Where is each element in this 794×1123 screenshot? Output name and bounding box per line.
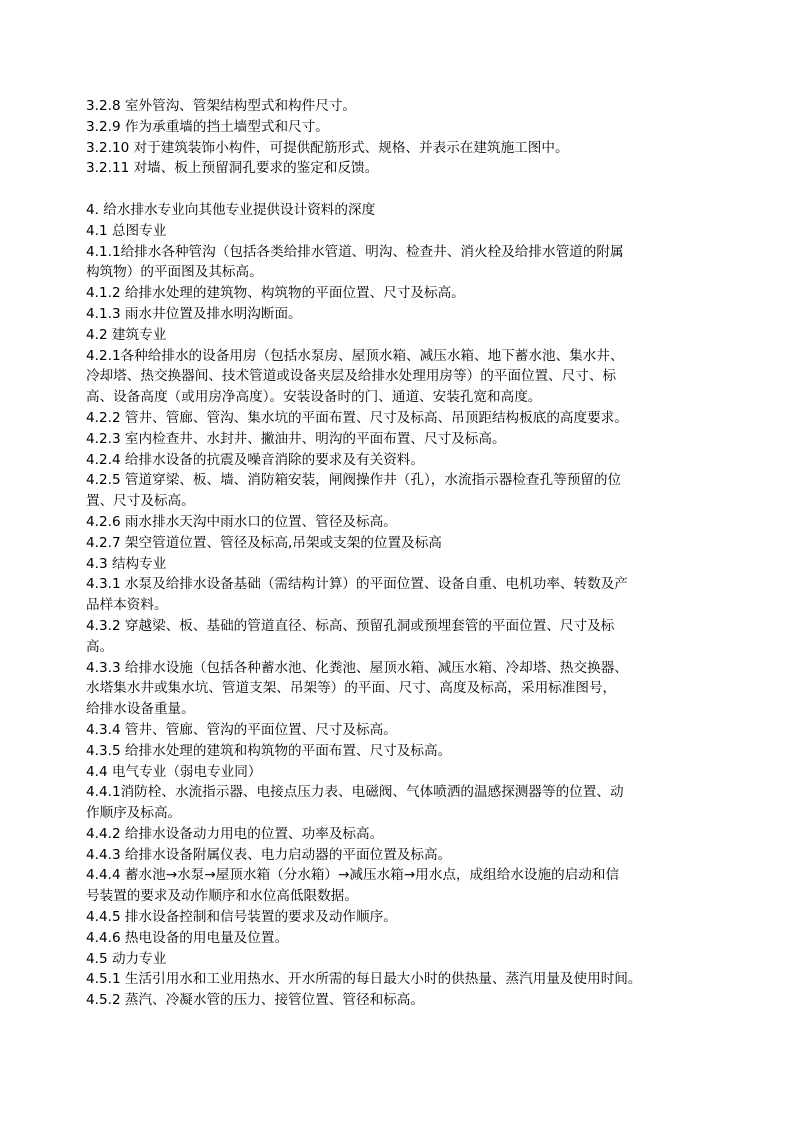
text-line: 4.1.1给排水各种管沟（包括各类给排水管道、明沟、检查井、消火栓及给排水管道的附属: [86, 243, 624, 260]
text-line: 4.3.1 水泵及给排水设备基础（需结构计算）的平面位置、设备自重、电机功率、转数及产: [86, 576, 628, 593]
text-line: 高。: [86, 638, 114, 655]
text-line: 4.2 建筑专业: [86, 326, 167, 343]
text-line: 品样本资料。: [86, 597, 168, 614]
text-line: 4.4.5 排水设备控制和信号装置的要求及动作顺序。: [86, 909, 397, 926]
text-line: 4.2.7 架空管道位置、管径及标高,吊架或支架的位置及标高: [86, 534, 442, 551]
text-line: 4. 给水排水专业向其他专业提供设计资料的深度: [86, 201, 376, 218]
text-line: 3.2.9 作为承重墙的挡土墙型式和尺寸。: [86, 118, 329, 135]
text-line: 4.3 结构专业: [86, 555, 167, 572]
text-line: 4.3.2 穿越梁、板、基础的管道直径、标高、预留孔洞或预埋套管的平面位置、尺寸及标: [86, 617, 615, 634]
text-line: 4.2.3 室内检查井、水封井、撇油井、明沟的平面布置、尺寸及标高。: [86, 430, 506, 447]
text-line: 4.2.5 管道穿梁、板、墙、消防箱安装，闸阀操作井（孔），水流指示器检查孔等预留的位: [86, 472, 622, 489]
text-line: 4.3.3 给排水设施（包括各种蓄水池、化粪池、屋顶水箱、减压水箱、冷却塔、热交换器、: [86, 659, 628, 676]
text-line: 给排水设备重量。: [86, 701, 195, 718]
text-line: 4.2.4 给排水设备的抗震及噪音消除的要求及有关资料。: [86, 451, 424, 468]
text-line: 4.1.3 雨水井位置及排水明沟断面。: [86, 305, 302, 322]
text-line: 4.3.5 给排水处理的建筑和构筑物的平面布置、尺寸及标高。: [86, 742, 452, 759]
text-line: 4.3.4 管井、管廊、管沟的平面位置、尺寸及标高。: [86, 721, 397, 738]
text-line: 作顺序及标高。: [86, 805, 182, 822]
text-line: 4.4 电气专业（弱电专业同）: [86, 763, 262, 780]
text-line: 4.4.4 蓄水池→水泵→屋顶水箱（分水箱）→减压水箱→用水点，成组给水设施的启动和信: [86, 867, 620, 884]
text-line: 冷却塔、热交换器间、技术管道或设备夹层及给排水处理用房等）的平面位置、尺寸、标: [86, 368, 617, 385]
text-line: 高、设备高度（或用房净高度）。安装设备时的门、通道、安装孔宽和高度。: [86, 389, 542, 406]
document-page: [86, 96, 718, 1011]
text-line: 3.2.11 对墙、板上预留洞孔要求的鉴定和反馈。: [86, 160, 379, 177]
text-line: 号装置的要求及动作顺序和水位高低限数据。: [86, 888, 358, 905]
text-line: 3.2.10 对于建筑装饰小构件，可提供配筋形式、规格、并表示在建筑施工图中。: [86, 139, 569, 156]
text-line: 4.1.2 给排水处理的建筑物、构筑物的平面位置、尺寸及标高。: [86, 285, 465, 302]
text-line: 4.2.2 管井、管廊、管沟、集水坑的平面布置、尺寸及标高、吊顶距结构板底的高度要求。: [86, 409, 628, 426]
text-line: 置、尺寸及标高。: [86, 493, 195, 510]
text-line: 4.4.6 热电设备的用电量及位置。: [86, 929, 289, 946]
text-line: 4.4.2 给排水设备动力用电的位置、功率及标高。: [86, 825, 384, 842]
text-line: 3.2.8 室外管沟、管架结构型式和构件尺寸。: [86, 98, 357, 114]
text-line: 4.4.1消防栓、水流指示器、电接点压力表、电磁阀、气体喷洒的温感探测器等的位置、动: [86, 784, 624, 801]
text-line: 4.1 总图专业: [86, 222, 167, 239]
text-line: 4.2.1各种给排水的设备用房（包括水泵房、屋顶水箱、减压水箱、地下蓄水池、集水井、: [86, 347, 624, 364]
text-line: 4.5.1 生活引用水和工业用热水、开水所需的每日最大小时的供热量、蒸汽用量及使用时间。: [86, 971, 642, 988]
text-line: 构筑物）的平面图及其标高。: [86, 264, 263, 281]
text-line: 水塔集水井或集水坑、管道支架、吊架等）的平面、尺寸、高度及标高，采用标准图号，: [86, 680, 617, 697]
text-line: 4.4.3 给排水设备附属仪表、电力启动器的平面位置及标高。: [86, 846, 452, 863]
blank-line: [86, 179, 718, 200]
text-line: 4.5.2 蒸汽、冷凝水管的压力、接管位置、管径和标高。: [86, 992, 424, 1009]
text-line: 4.2.6 雨水排水天沟中雨水口的位置、管径及标高。: [86, 513, 397, 530]
text-line: 4.5 动力专业: [86, 950, 167, 967]
